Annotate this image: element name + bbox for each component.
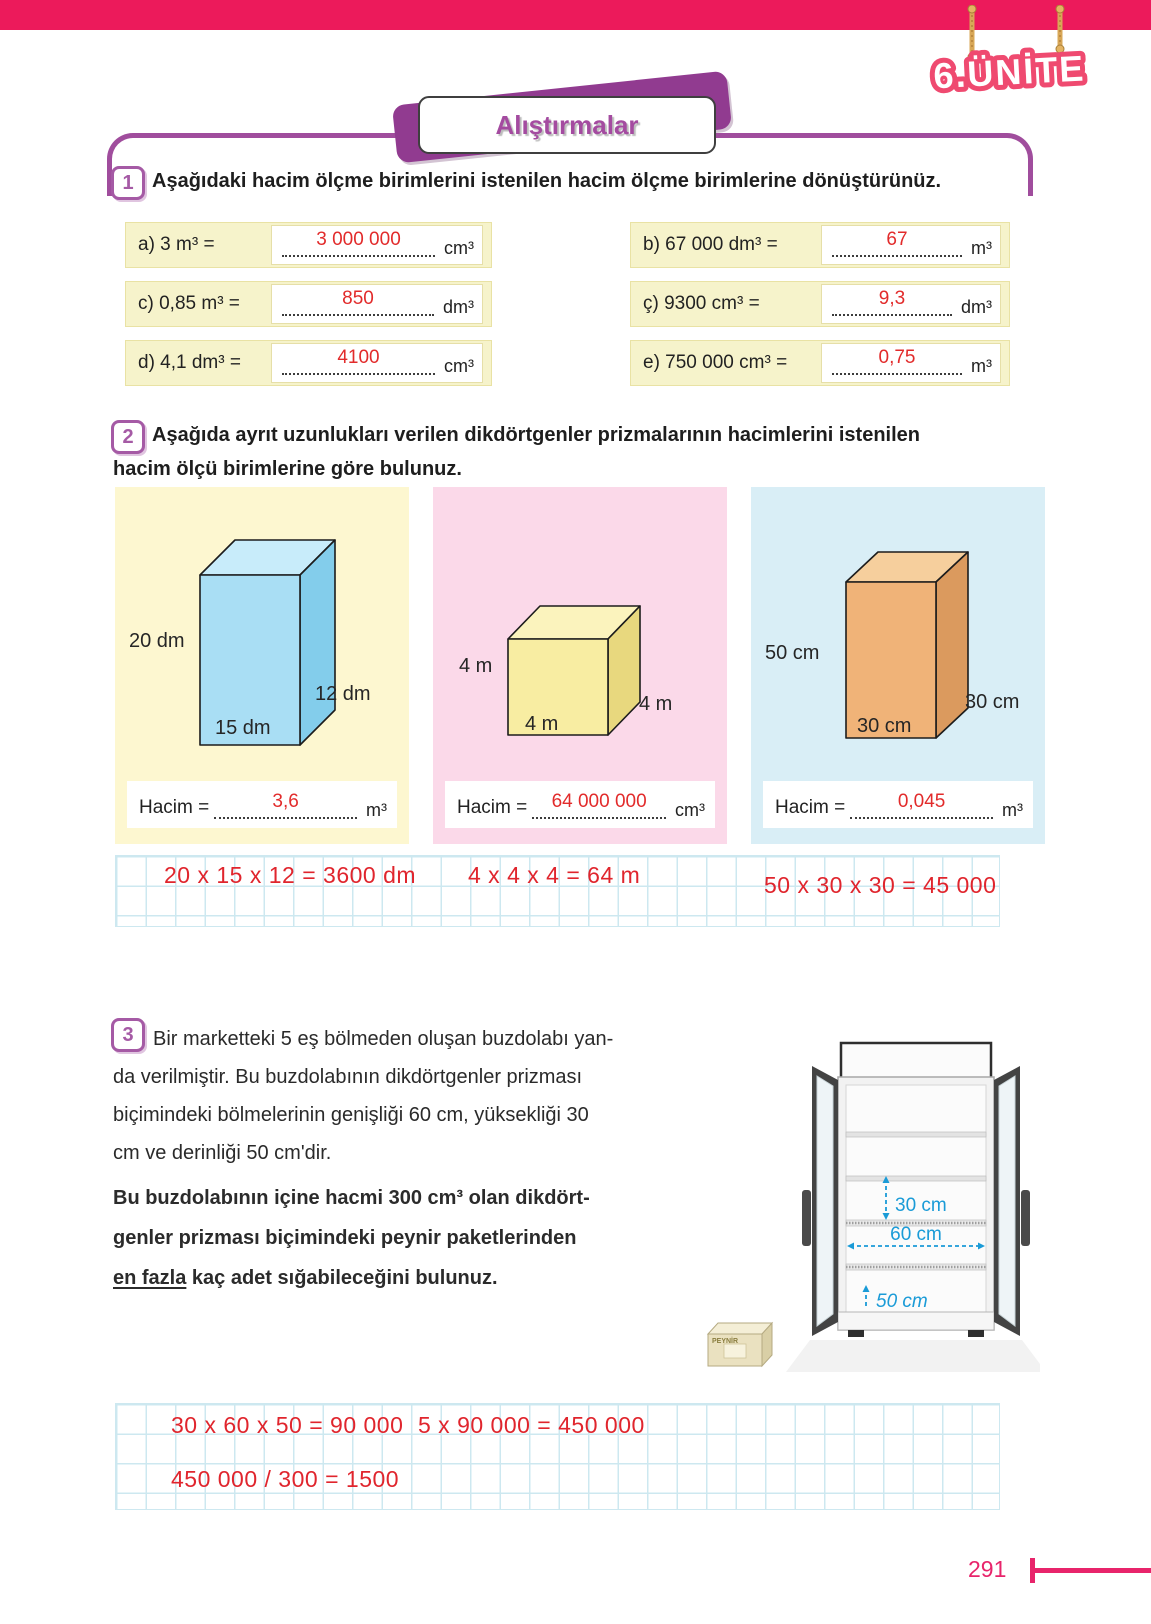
- emphasis-underline: en fazla: [113, 1267, 187, 1289]
- dotted-line: [282, 229, 435, 257]
- handwritten-work: 20 x 15 x 12 = 3600 dm: [164, 862, 417, 888]
- handwritten-work: 5 x 90 000 = 450 000: [418, 1412, 645, 1438]
- fridge-door-left: [802, 1066, 838, 1336]
- conversion-row-d: [125, 340, 492, 386]
- unit-logo: [925, 5, 1147, 105]
- volume-answer-box[interactable]: [127, 781, 397, 828]
- conversion-row-b: [630, 222, 1010, 268]
- dimension-height: 50 cm: [765, 642, 820, 664]
- handwritten-work: 4 x 4 x 4 = 64 m: [468, 862, 641, 888]
- exercise2-badge: [111, 420, 145, 454]
- unit-label: cm³: [444, 238, 474, 258]
- handwritten-answer: 0,75: [878, 347, 916, 368]
- handwritten-answer: 67: [886, 229, 908, 250]
- text-line: cm ve derinliği 50 cm'dir.: [113, 1142, 332, 1164]
- exercise3-text: [113, 1020, 681, 1298]
- dotted-line: [832, 229, 962, 257]
- answer-box[interactable]: [821, 284, 1001, 324]
- fridge-door-right: [994, 1066, 1030, 1336]
- text-tail: kaç adet sığabileceğini bulunuz.: [186, 1267, 498, 1289]
- work-area-exercise3[interactable]: [115, 1403, 1000, 1510]
- answer-box[interactable]: [271, 284, 483, 324]
- answer-box[interactable]: [271, 225, 483, 265]
- exercises-banner: [400, 86, 732, 158]
- unit-label: m³: [971, 238, 992, 258]
- handwritten-answer: 4100: [337, 347, 380, 368]
- row-label: a) 3 m³ =: [138, 234, 215, 255]
- text-line: biçimindeki bölmelerinin genişliği 60 cm, yüksekliği 30: [113, 1104, 589, 1126]
- conversion-row-e: [630, 340, 1010, 386]
- row-label: d) 4,1 dm³ =: [138, 352, 241, 373]
- exercise2-title-line2: hacim ölçü birimlerine göre bulunuz.: [113, 458, 462, 480]
- exercise3-number: 3: [122, 1023, 134, 1046]
- fridge-dim-depth: 50 cm: [876, 1291, 928, 1312]
- handwritten-work: 450 000 / 300 = 1500: [171, 1466, 400, 1492]
- row-label: ç) 9300 cm³ =: [643, 293, 760, 314]
- conversion-row-c-cedilla: [630, 281, 1010, 327]
- unit-label: m³: [971, 356, 992, 376]
- unit-label: cm³: [675, 800, 705, 820]
- dotted-line: [832, 288, 952, 316]
- fridge-dim-height: 30 cm: [895, 1195, 947, 1216]
- volume-label: Hacim =: [775, 797, 846, 818]
- dimension-width: 30 cm: [857, 715, 912, 737]
- dotted-line: [282, 288, 434, 316]
- answer-box[interactable]: [821, 225, 1001, 265]
- dotted-line: [832, 347, 962, 375]
- unit-label: dm³: [443, 297, 474, 317]
- exercise3-badge: [111, 1018, 145, 1052]
- volume-label: Hacim =: [139, 797, 210, 818]
- exercise1-badge: [111, 166, 145, 200]
- text-line: Bir marketteki 5 eş bölmeden oluşan buzdolabı yan-: [153, 1028, 614, 1050]
- answer-box[interactable]: [821, 343, 1001, 383]
- unit-label: m³: [1002, 800, 1023, 820]
- unit-label: dm³: [961, 297, 992, 317]
- prism-panel-pink: [433, 487, 727, 844]
- text-line-bold: genler prizması biçimindeki peynir paketlerinden: [113, 1227, 577, 1249]
- row-label: c) 0,85 m³ =: [138, 293, 240, 314]
- text-line-bold: [113, 1258, 681, 1298]
- dotted-line: [282, 347, 435, 375]
- prism-panels: [115, 487, 1045, 844]
- cheese-box: [708, 1323, 772, 1366]
- dimension-width: 4 m: [525, 713, 559, 735]
- handwritten-answer: 3 000 000: [316, 229, 401, 250]
- fridge-dim-width: 60 cm: [890, 1224, 942, 1245]
- fridge-base: [838, 1312, 994, 1330]
- exercise1-title: Aşağıdaki hacim ölçme birimlerini istenilen hacim ölçme birimlerine dönüştürünüz.: [152, 170, 942, 192]
- handwritten-answer: 850: [342, 288, 374, 309]
- work-area-exercise2[interactable]: [115, 855, 1000, 927]
- fridge-foot: [848, 1330, 864, 1337]
- text-line: da verilmiştir. Bu buzdolabının dikdörtgenler prizması: [113, 1066, 583, 1088]
- exercise2-title-line1: Aşağıda ayrıt uzunlukları verilen dikdörtgenler prizmalarının hacimlerini istenilen: [152, 424, 920, 446]
- volume-answer-box[interactable]: [445, 781, 715, 828]
- dimension-depth: 12 dm: [315, 683, 371, 705]
- answer-box[interactable]: [271, 343, 483, 383]
- unit-label: cm³: [444, 356, 474, 376]
- conversion-row-a: [125, 222, 492, 268]
- handwritten-answer: 9,3: [878, 288, 906, 309]
- volume-label: Hacim =: [457, 797, 528, 818]
- fridge-handle: [1021, 1190, 1030, 1246]
- dotted-line: [850, 791, 993, 819]
- yellow-cube-figure: [433, 487, 727, 757]
- row-label: e) 750 000 cm³ =: [643, 352, 788, 373]
- dimension-width: 15 dm: [215, 717, 271, 739]
- cheese-label: PEYNİR: [712, 1338, 739, 1345]
- fridge-signboard: [841, 1043, 991, 1078]
- dimension-height: 20 dm: [129, 630, 185, 652]
- banner-plate: [418, 96, 716, 154]
- exercise1-rows: [125, 222, 1010, 386]
- exercise1-number: 1: [122, 171, 134, 194]
- unit-badge-label: 6.ÜNİTE: [932, 47, 1087, 97]
- handwritten-answer: 64 000 000: [551, 791, 647, 812]
- fridge-shadow: [786, 1340, 1040, 1372]
- page-number-line: [1030, 1568, 1151, 1573]
- dimension-depth: 30 cm: [965, 691, 1020, 713]
- conversion-row-c: [125, 281, 492, 327]
- volume-answer-box[interactable]: [763, 781, 1033, 828]
- dimension-height: 4 m: [459, 655, 493, 677]
- dotted-line: [532, 791, 666, 819]
- page-number: 291: [968, 1556, 1007, 1582]
- dimension-depth: 4 m: [639, 693, 673, 715]
- handwritten-work: 50 x 30 x 30 = 45 000: [764, 872, 997, 898]
- dotted-line: [214, 791, 357, 819]
- prism-panel-blue: [115, 487, 409, 844]
- unit-label: m³: [366, 800, 387, 820]
- handwritten-answer: 3,6: [272, 791, 299, 812]
- exercise2-number: 2: [122, 425, 134, 448]
- fridge-handle: [802, 1190, 811, 1246]
- banner-title: Alıştırmalar: [495, 109, 639, 140]
- handwritten-work: 30 x 60 x 50 = 90 000: [171, 1412, 404, 1438]
- text-line-bold: Bu buzdolabının içine hacmi 300 cm³ olan dikdört-: [113, 1187, 590, 1209]
- fridge-foot: [968, 1330, 984, 1337]
- fridge-illustration: [690, 1000, 1040, 1375]
- prism-panel-lightblue: [751, 487, 1045, 844]
- handwritten-answer: 0,045: [897, 791, 946, 812]
- row-label: b) 67 000 dm³ =: [643, 234, 778, 255]
